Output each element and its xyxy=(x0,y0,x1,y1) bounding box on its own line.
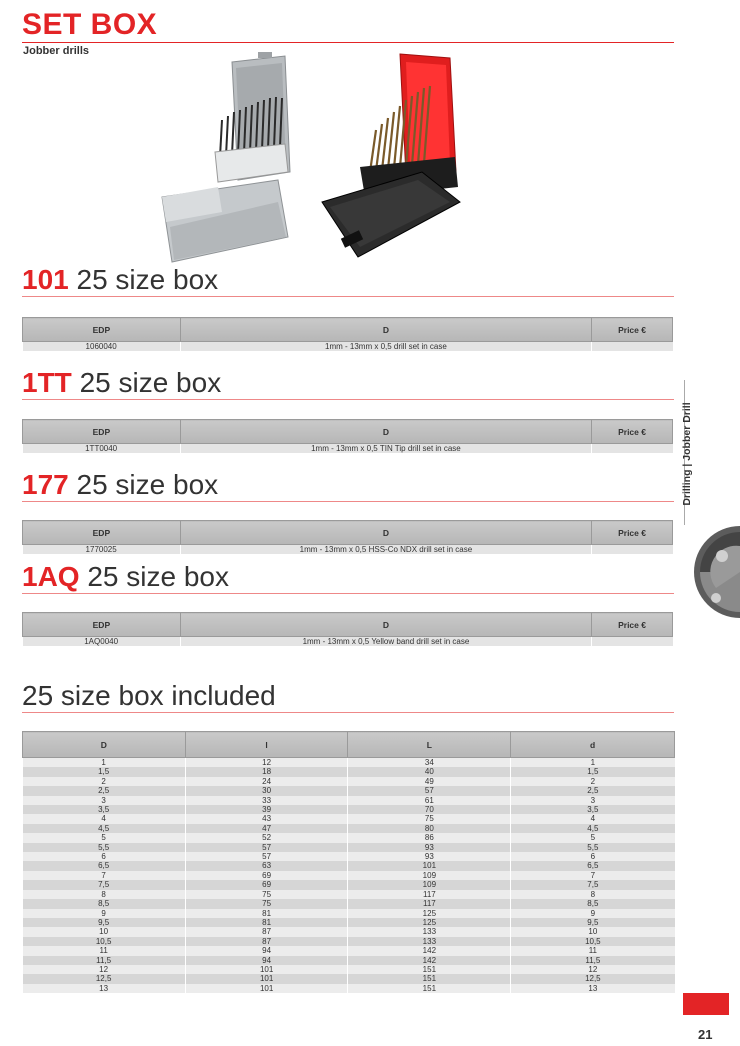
table-header-row xyxy=(23,732,675,758)
cell-l-large: 151 xyxy=(348,965,511,974)
section-name: 25 size box xyxy=(76,469,219,500)
section-name: 25 size box xyxy=(79,367,222,398)
column-header-edp: EDP xyxy=(23,420,181,444)
cell-l-small: 87 xyxy=(185,927,348,936)
table-row xyxy=(23,871,675,880)
cell-d-shank: 5 xyxy=(511,833,675,842)
table-row xyxy=(23,843,675,852)
cell-d: 5 xyxy=(23,833,186,842)
description-cell: 1mm - 13mm x 0,5 TIN Tip drill set in case xyxy=(180,444,591,454)
table-row xyxy=(23,956,675,965)
edp-cell: 1TT0040 xyxy=(23,444,181,454)
cell-d: 11,5 xyxy=(23,956,186,965)
table-row xyxy=(23,777,675,786)
cell-d-shank: 10,5 xyxy=(511,937,675,946)
table-row xyxy=(23,444,673,454)
cell-d: 13 xyxy=(23,984,186,993)
cell-d-shank: 9 xyxy=(511,909,675,918)
cell-d: 2,5 xyxy=(23,786,186,795)
cell-d-shank: 1 xyxy=(511,758,675,768)
cell-d: 8,5 xyxy=(23,899,186,908)
cell-d-shank: 4 xyxy=(511,814,675,823)
cell-l-small: 101 xyxy=(185,974,348,983)
table-row xyxy=(23,899,675,908)
table-row xyxy=(23,342,673,352)
table-header-row xyxy=(23,420,673,444)
cell-d-shank: 2 xyxy=(511,777,675,786)
cell-l-small: 39 xyxy=(185,805,348,814)
cell-d-shank: 1,5 xyxy=(511,767,675,776)
cell-l-small: 75 xyxy=(185,890,348,899)
title-rule xyxy=(22,42,674,43)
product-table-1tt xyxy=(22,419,673,453)
cell-l-small: 87 xyxy=(185,937,348,946)
column-header-price: Price € xyxy=(592,521,673,545)
cell-d: 3 xyxy=(23,796,186,805)
cell-l-small: 43 xyxy=(185,814,348,823)
table-row xyxy=(23,545,673,555)
price-cell xyxy=(592,444,673,454)
cell-l-small: 69 xyxy=(185,880,348,889)
table-row xyxy=(23,824,675,833)
drill-set-boxes-image xyxy=(160,52,465,267)
column-header-price: Price € xyxy=(592,420,673,444)
cell-l-large: 57 xyxy=(348,786,511,795)
cell-d-shank: 3 xyxy=(511,796,675,805)
column-header-edp: EDP xyxy=(23,521,181,545)
column-header-d: D xyxy=(180,420,591,444)
table-row xyxy=(23,927,675,936)
section-name: 25 size box xyxy=(87,561,229,592)
cell-d-shank: 12,5 xyxy=(511,974,675,983)
table-row xyxy=(23,984,675,993)
section-code: 1AQ xyxy=(22,561,80,592)
description-cell: 1mm - 13mm x 0,5 HSS-Co NDX drill set in case xyxy=(180,545,591,555)
table-row xyxy=(23,758,675,768)
description-cell: 1mm - 13mm x 0,5 Yellow band drill set in case xyxy=(180,637,591,647)
cell-l-small: 81 xyxy=(185,909,348,918)
cell-l-small: 57 xyxy=(185,843,348,852)
page-number: 21 xyxy=(698,1027,713,1042)
edp-cell: 1AQ0040 xyxy=(23,637,181,647)
section-name: 25 size box xyxy=(76,264,219,295)
column-header-d: D xyxy=(180,318,591,342)
cell-d-shank: 5,5 xyxy=(511,843,675,852)
cell-d-shank: 11 xyxy=(511,946,675,955)
cell-l-large: 93 xyxy=(348,852,511,861)
page-subtitle: Jobber drills xyxy=(23,45,90,57)
table-row xyxy=(23,918,675,927)
cell-l-small: 94 xyxy=(185,946,348,955)
cell-l-large: 133 xyxy=(348,927,511,936)
cell-d: 9,5 xyxy=(23,918,186,927)
cell-d-shank: 10 xyxy=(511,927,675,936)
cell-d-shank: 11,5 xyxy=(511,956,675,965)
included-heading: 25 size box included xyxy=(22,680,276,711)
section-heading-1tt xyxy=(22,367,221,399)
column-header-d: D xyxy=(180,613,591,637)
table-row xyxy=(23,909,675,918)
cell-d-shank: 8,5 xyxy=(511,899,675,908)
cell-d-shank: 6,5 xyxy=(511,861,675,870)
cell-l-large: 117 xyxy=(348,899,511,908)
section-rule xyxy=(22,593,674,594)
cell-l-large: 125 xyxy=(348,909,511,918)
table-row xyxy=(23,814,675,823)
cell-d: 12 xyxy=(23,965,186,974)
cell-d-shank: 6 xyxy=(511,852,675,861)
table-header-row xyxy=(23,521,673,545)
description-cell: 1mm - 13mm x 0,5 drill set in case xyxy=(180,342,591,352)
table-row xyxy=(23,805,675,814)
table-header-row xyxy=(23,613,673,637)
section-disc-icon xyxy=(680,526,740,618)
cell-l-large: 75 xyxy=(348,814,511,823)
cell-d-shank: 7 xyxy=(511,871,675,880)
cell-d: 3,5 xyxy=(23,805,186,814)
table-row xyxy=(23,974,675,983)
page-tab-marker xyxy=(683,993,729,1015)
cell-d: 10 xyxy=(23,927,186,936)
cell-l-large: 34 xyxy=(348,758,511,768)
cell-l-small: 69 xyxy=(185,871,348,880)
cell-l-large: 151 xyxy=(348,974,511,983)
section-code: 177 xyxy=(22,469,69,500)
cell-d: 1,5 xyxy=(23,767,186,776)
column-header-d: D xyxy=(180,521,591,545)
metal-box-image xyxy=(162,52,290,262)
table-row xyxy=(23,786,675,795)
cell-l-small: 101 xyxy=(185,965,348,974)
cell-l-small: 30 xyxy=(185,786,348,795)
cell-d: 7 xyxy=(23,871,186,880)
price-cell xyxy=(592,342,673,352)
page-title: SET BOX xyxy=(22,8,158,41)
cell-l-large: 133 xyxy=(348,937,511,946)
table-row xyxy=(23,796,675,805)
cell-l-small: 12 xyxy=(185,758,348,768)
cell-d: 2 xyxy=(23,777,186,786)
table-row xyxy=(23,852,675,861)
cell-l-large: 109 xyxy=(348,871,511,880)
section-rule xyxy=(22,399,674,400)
cell-d: 1 xyxy=(23,758,186,768)
column-header-l-small: l xyxy=(185,732,348,758)
cell-l-large: 151 xyxy=(348,984,511,993)
cell-l-small: 18 xyxy=(185,767,348,776)
cell-l-small: 33 xyxy=(185,796,348,805)
section-rule xyxy=(22,501,674,502)
column-header-d-shank: d xyxy=(511,732,675,758)
cell-d: 6 xyxy=(23,852,186,861)
included-rule xyxy=(22,712,674,713)
cell-l-small: 24 xyxy=(185,777,348,786)
cell-l-large: 40 xyxy=(348,767,511,776)
table-row xyxy=(23,965,675,974)
cell-l-small: 47 xyxy=(185,824,348,833)
cell-d-shank: 12 xyxy=(511,965,675,974)
table-row xyxy=(23,861,675,870)
edp-cell: 1060040 xyxy=(23,342,181,352)
cell-d-shank: 13 xyxy=(511,984,675,993)
table-row xyxy=(23,767,675,776)
cell-l-large: 61 xyxy=(348,796,511,805)
cell-d: 4,5 xyxy=(23,824,186,833)
cell-l-large: 86 xyxy=(348,833,511,842)
section-code: 101 xyxy=(22,264,69,295)
section-heading-177 xyxy=(22,469,218,501)
cell-l-large: 93 xyxy=(348,843,511,852)
cell-d-shank: 9,5 xyxy=(511,918,675,927)
price-cell xyxy=(592,545,673,555)
table-row xyxy=(23,637,673,647)
cell-l-large: 101 xyxy=(348,861,511,870)
cell-l-large: 109 xyxy=(348,880,511,889)
table-row xyxy=(23,890,675,899)
column-header-price: Price € xyxy=(592,318,673,342)
table-row xyxy=(23,833,675,842)
section-code: 1TT xyxy=(22,367,72,398)
section-heading-1aq xyxy=(22,561,229,593)
cell-l-large: 142 xyxy=(348,956,511,965)
cell-d: 7,5 xyxy=(23,880,186,889)
cell-d: 12,5 xyxy=(23,974,186,983)
product-table-177 xyxy=(22,520,673,554)
table-header-row xyxy=(23,318,673,342)
price-cell xyxy=(592,637,673,647)
cell-l-large: 49 xyxy=(348,777,511,786)
cell-d: 10,5 xyxy=(23,937,186,946)
product-table-1aq xyxy=(22,612,673,646)
cell-d: 5,5 xyxy=(23,843,186,852)
cell-l-small: 52 xyxy=(185,833,348,842)
cell-l-small: 57 xyxy=(185,852,348,861)
cell-l-large: 125 xyxy=(348,918,511,927)
cell-l-small: 81 xyxy=(185,918,348,927)
cell-d-shank: 8 xyxy=(511,890,675,899)
cell-l-small: 75 xyxy=(185,899,348,908)
column-header-d: D xyxy=(23,732,186,758)
column-header-edp: EDP xyxy=(23,613,181,637)
table-row xyxy=(23,946,675,955)
column-header-edp: EDP xyxy=(23,318,181,342)
column-header-price: Price € xyxy=(592,613,673,637)
cell-l-large: 117 xyxy=(348,890,511,899)
cell-d-shank: 4,5 xyxy=(511,824,675,833)
side-section-label: Drilling | Jobber Drill xyxy=(681,402,693,506)
product-table-101 xyxy=(22,317,673,351)
cell-l-small: 63 xyxy=(185,861,348,870)
cell-d: 9 xyxy=(23,909,186,918)
cell-d: 6,5 xyxy=(23,861,186,870)
cell-l-small: 101 xyxy=(185,984,348,993)
cell-d: 4 xyxy=(23,814,186,823)
table-row xyxy=(23,880,675,889)
cell-l-large: 70 xyxy=(348,805,511,814)
cell-d-shank: 2,5 xyxy=(511,786,675,795)
cell-l-large: 142 xyxy=(348,946,511,955)
plastic-box-image xyxy=(322,54,460,257)
sizes-table xyxy=(22,731,675,993)
section-heading-101 xyxy=(22,264,218,296)
section-rule xyxy=(22,296,674,297)
cell-l-large: 80 xyxy=(348,824,511,833)
cell-d: 11 xyxy=(23,946,186,955)
cell-d-shank: 7,5 xyxy=(511,880,675,889)
table-row xyxy=(23,937,675,946)
cell-d-shank: 3,5 xyxy=(511,805,675,814)
edp-cell: 1770025 xyxy=(23,545,181,555)
column-header-l-large: L xyxy=(348,732,511,758)
cell-d: 8 xyxy=(23,890,186,899)
cell-l-small: 94 xyxy=(185,956,348,965)
